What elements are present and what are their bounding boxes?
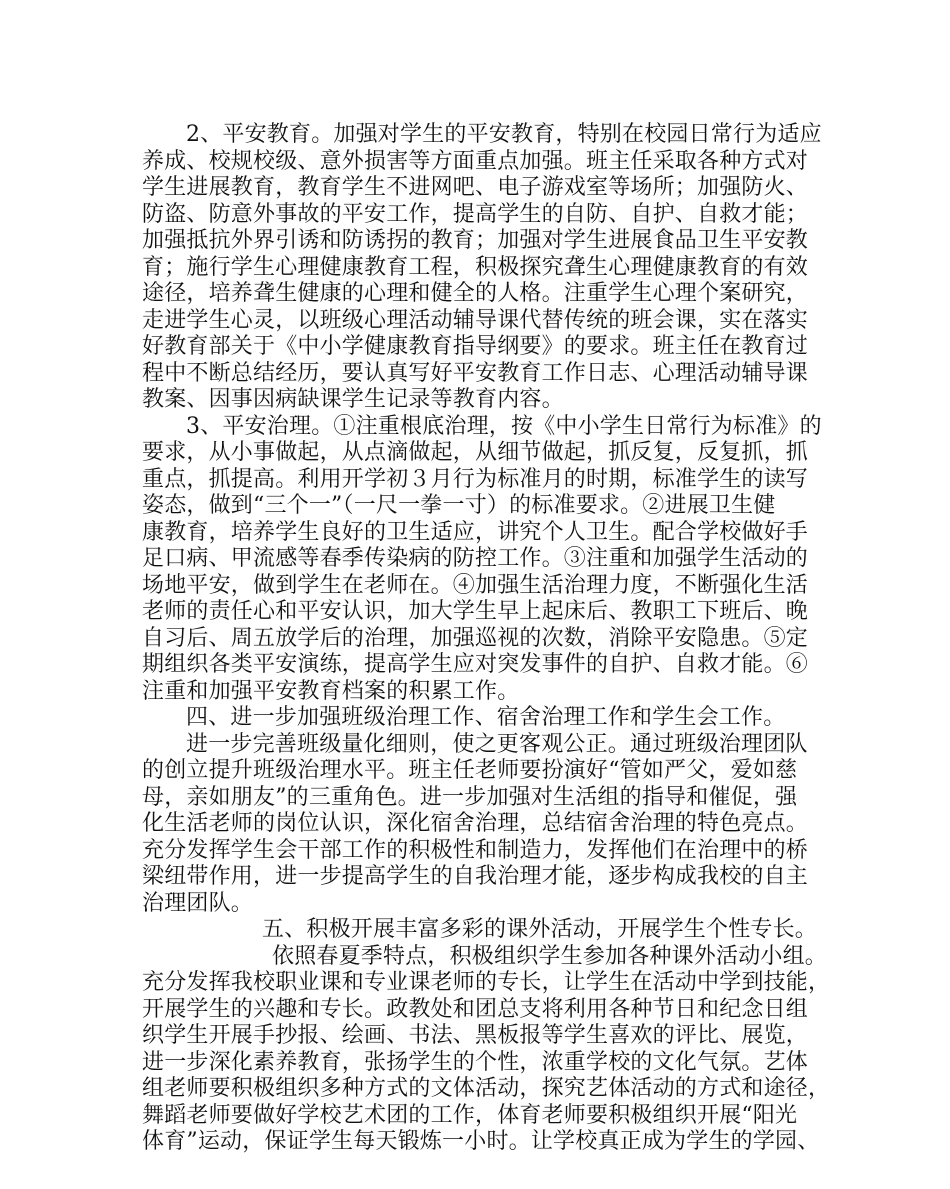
text-line: 自习后、周五放学后的治理，加强巡视的次数，消除平安隐患。⑤定 xyxy=(142,625,809,651)
text-line: 梁纽带作用，进一步提高学生的自我治理才能，逐步构成我校的自主 xyxy=(142,864,809,889)
text-line: 开展学生的兴趣和专长。政教处和团总支将利用各种节日和纪念日组 xyxy=(142,996,809,1022)
section-heading: 四、进一步加强班级治理工作、宿舍治理工作和学生会工作。 xyxy=(186,705,786,730)
text-line: 要求，从小事做起，从点滴做起，从细节做起，抓反复，反复抓，抓 xyxy=(142,440,809,465)
text-line: 舞蹈老师要做好学校艺术团的工作，体育老师要积极组织开展“阳光 xyxy=(142,1102,798,1128)
text-line: 学生进展教育，教育学生不进网吧、电子游戏室等场所；加强防火、 xyxy=(142,175,809,200)
text-line: 防盗、防意外事故的平安工作，提高学生的自防、自护、自救才能； xyxy=(142,201,809,227)
text-line: 组老师要积极组织多种方式的文体活动，探究艺体活动的方式和途径， xyxy=(142,1076,831,1101)
text-line: 足口病、甲流感等春季传染病的防控工作。③注重和加强学生活动的 xyxy=(142,546,809,571)
text-line: 织学生开展手抄报、绘画、书法、黑板报等学生喜欢的评比、展览， xyxy=(142,1023,809,1048)
text-line: 体育”运动，保证学生每天锻炼一小时。让学校真正成为学生的学园、 xyxy=(142,1129,820,1154)
text-line: 康教育，培养学生良好的卫生适应，讲究个人卫生。配合学校做好手 xyxy=(142,519,809,545)
text-line: 依照春夏季特点，积极组织学生参加各种课外活动小组。 xyxy=(272,943,828,969)
text-line: 充分发挥学生会干部工作的积极性和制造力，发挥他们在治理中的桥 xyxy=(142,837,809,863)
text-line: 加强抵抗外界引诱和防诱拐的教育；加强对学生进展食品卫生平安教 xyxy=(142,228,809,253)
text-line: 育；施行学生心理健康教育工程，积极探究聋生心理健康教育的有效 xyxy=(142,254,809,280)
section-heading: 五、积极开展丰富多彩的课外活动，开展学生个性专长。 xyxy=(262,917,818,942)
text-line: 充分发挥我校职业课和专业课老师的专长，让学生在活动中学到技能， xyxy=(142,970,831,995)
document-body xyxy=(142,122,831,1156)
text-line: 场地平安，做到学生在老师在。④加强生活治理力度，不断强化生活 xyxy=(142,572,809,598)
text-line: 进一步完善班级量化细则，使之更客观公正。通过班级治理团队 xyxy=(186,731,808,757)
text-line: 老师的责任心和平安认识，加大学生早上起床后、教职工下班后、晚 xyxy=(142,599,809,624)
text-line: 教案、因事因病缺课学生记录等教育内容。 xyxy=(142,387,564,412)
text-line: 期组织各类平安演练，提高学生应对突发事件的自护、自救才能。⑥ xyxy=(142,652,809,677)
text-line: 母，亲如朋友”的三重角色。进一步加强对生活组的指导和催促，强 xyxy=(142,784,798,810)
text-line: 化生活老师的岗位认识，深化宿舍治理，总结宿舍治理的特色亮点。 xyxy=(142,811,809,836)
text-line: 注重和加强平安教育档案的积累工作。 xyxy=(142,678,520,704)
text-line: 养成、校规校级、意外损害等方面重点加强。班主任采取各种方式对 xyxy=(142,148,809,174)
text-line: 程中不断总结经历，要认真写好平安教育工作日志、心理活动辅导课 xyxy=(142,360,809,386)
text-line: 进一步深化素养教育，张扬学生的个性，浓重学校的文化气氛。艺体 xyxy=(142,1049,809,1075)
text-line: 治理团队。 xyxy=(142,890,254,916)
text-line: 姿态，做到“三个一”（一尺一拳一寸）的标准要求。②进展卫生健 xyxy=(142,493,776,518)
text-line: 的创立提升班级治理水平。班主任老师要扮演好“管如严父，爱如慈 xyxy=(142,758,798,783)
text-line: 好教育部关于《中小学健康教育指导纲要》的要求。班主任在教育过 xyxy=(142,334,809,359)
text-line: 2、平安教育。加强对学生的平安教育，特别在校园日常行为适应 xyxy=(186,122,822,147)
text-line: 重点，抓提高。利用开学初３月行为标准月的时期，标准学生的读写 xyxy=(142,466,809,492)
text-line: 走进学生心灵，以班级心理活动辅导课代替传统的班会课，实在落实 xyxy=(142,307,809,333)
text-line: 3、平安治理。①注重根底治理，按《中小学生日常行为标准》的 xyxy=(186,413,822,439)
text-line: 途径，培养聋生健康的心理和健全的人格。注重学生心理个案研究， xyxy=(142,281,809,306)
